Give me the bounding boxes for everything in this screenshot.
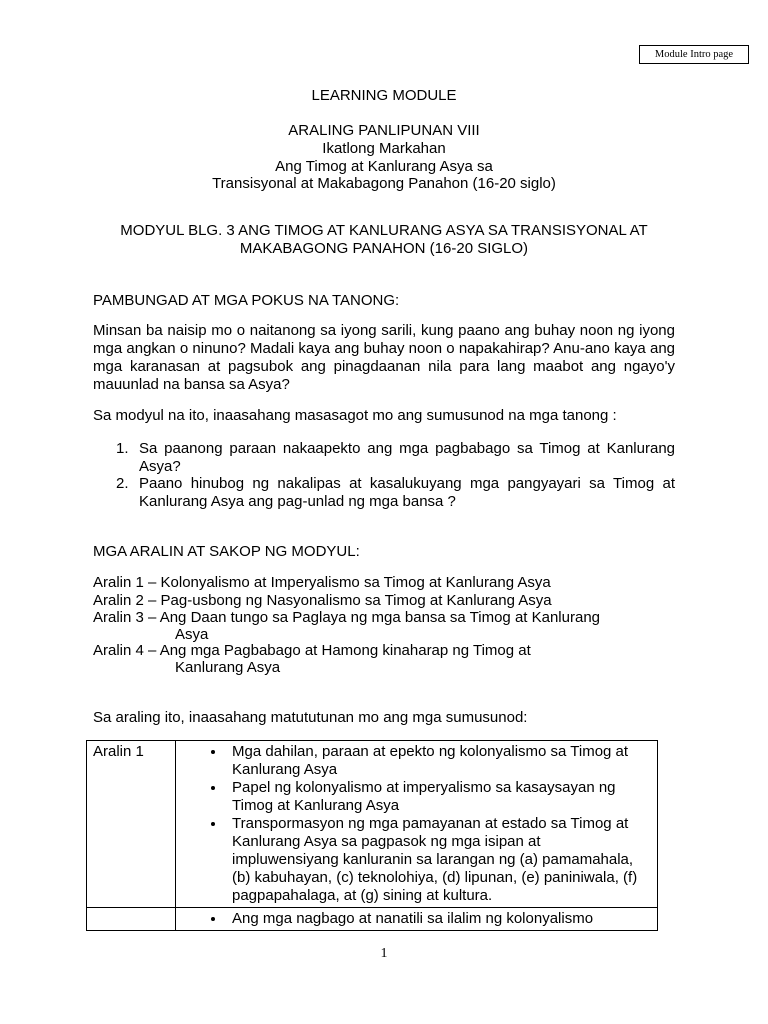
aralin-cell: Aralin 1 — [87, 741, 176, 908]
expectations-lead: Sa araling ito, inaasahang matututunan mo ang mga sumusunod: — [93, 709, 528, 726]
page-number: 1 — [380, 946, 388, 961]
topic-title-line1: Ang Timog at Kanlurang Asya sa — [275, 158, 493, 175]
coverage-item: • Papel ng kolonyalismo at imperyalismo sa kasaysayan ng Timog at Kanlurang Asya — [226, 779, 651, 815]
lessons-heading: MGA ARALIN AT SAKOP NG MODYUL: — [93, 543, 360, 560]
question-number: 2. — [116, 475, 129, 492]
questions-lead: Sa modyul na ito, inaasahang masasagot mo ang sumusunod na mga tanong : — [93, 407, 617, 424]
lesson-item-continuation: Kanlurang Asya — [175, 659, 281, 676]
table-row — [87, 908, 658, 931]
lesson-coverage-table — [86, 740, 658, 931]
learning-module-title: LEARNING MODULE — [311, 87, 457, 104]
intro-heading: PAMBUNGAD AT MGA POKUS NA TANONG: — [93, 292, 400, 309]
module-heading-line2: MAKABAGONG PANAHON (16-20 SIGLO) — [239, 240, 529, 257]
coverage-cell — [176, 908, 658, 931]
question-number: 1. — [116, 440, 129, 457]
coverage-cell — [176, 741, 658, 908]
lesson-item: Aralin 2 – Pag-usbong ng Nasyonalismo sa Timog at Kanlurang Asya — [93, 592, 552, 609]
intro-paragraph: Minsan ba naisip mo o naitanong sa iyong sarili, kung paano ang buhay noon ng iyong mga angkan o ninuno? Madali kaya ang buhay noon o napakahirap? Anu-ano kaya ang mga karanasan at pagsubok ang pinagdaanan nila para lang maabot ang ngayo'y mauunlad na bansa sa Asya? — [93, 322, 675, 393]
lesson-item: Aralin 3 – Ang Daan tungo sa Paglaya ng mga bansa sa Timog at Kanlurang — [93, 609, 601, 626]
question-text: Paano hinubog ng nakalipas at kasalukuyang mga pangyayari sa Timog at Kanlurang Asya ang pag-unlad ng mga bansa ? — [139, 475, 675, 510]
question-text: Sa paanong paraan nakaapekto ang mga pagbabago sa Timog at Kanlurang Asya? — [139, 440, 675, 475]
coverage-list — [182, 743, 651, 905]
quarter-title: Ikatlong Markahan — [322, 140, 446, 157]
lesson-item: Aralin 1 – Kolonyalismo at Imperyalismo sa Timog at Kanlurang Asya — [93, 574, 551, 591]
table-row — [87, 741, 658, 908]
aralin-cell — [87, 908, 176, 931]
module-heading-line1: MODYUL BLG. 3 ANG TIMOG AT KANLURANG ASYA SA TRANSISYONAL AT — [120, 222, 648, 239]
topic-title-line2: Transisyonal at Makabagong Panahon (16-20 siglo) — [212, 175, 556, 192]
coverage-item: • Transpormasyon ng mga pamayanan at estado sa Timog at Kanlurang Asya sa pagpasok ng mga isipan at impluwensiyang kanluranin sa larangan ng (a) pamamahala, (b) kabuhayan, (c) teknolohiya, (d) lipunan, (e) paniniwala, (f) pagpapahalaga, at (g) sining at kultura. — [226, 815, 651, 905]
coverage-list — [182, 910, 651, 928]
subject-title: ARALING PANLIPUNAN VIII — [288, 122, 480, 139]
coverage-item: • Ang mga nagbago at nanatili sa ilalim ng kolonyalismo — [226, 910, 651, 928]
lesson-item-continuation: Asya — [175, 626, 209, 643]
module-intro-tag: Module Intro page — [639, 45, 749, 64]
lesson-item: Aralin 4 – Ang mga Pagbabago at Hamong kinaharap ng Timog at — [93, 642, 531, 659]
coverage-item: • Mga dahilan, paraan at epekto ng kolonyalismo sa Timog at Kanlurang Asya — [226, 743, 651, 779]
